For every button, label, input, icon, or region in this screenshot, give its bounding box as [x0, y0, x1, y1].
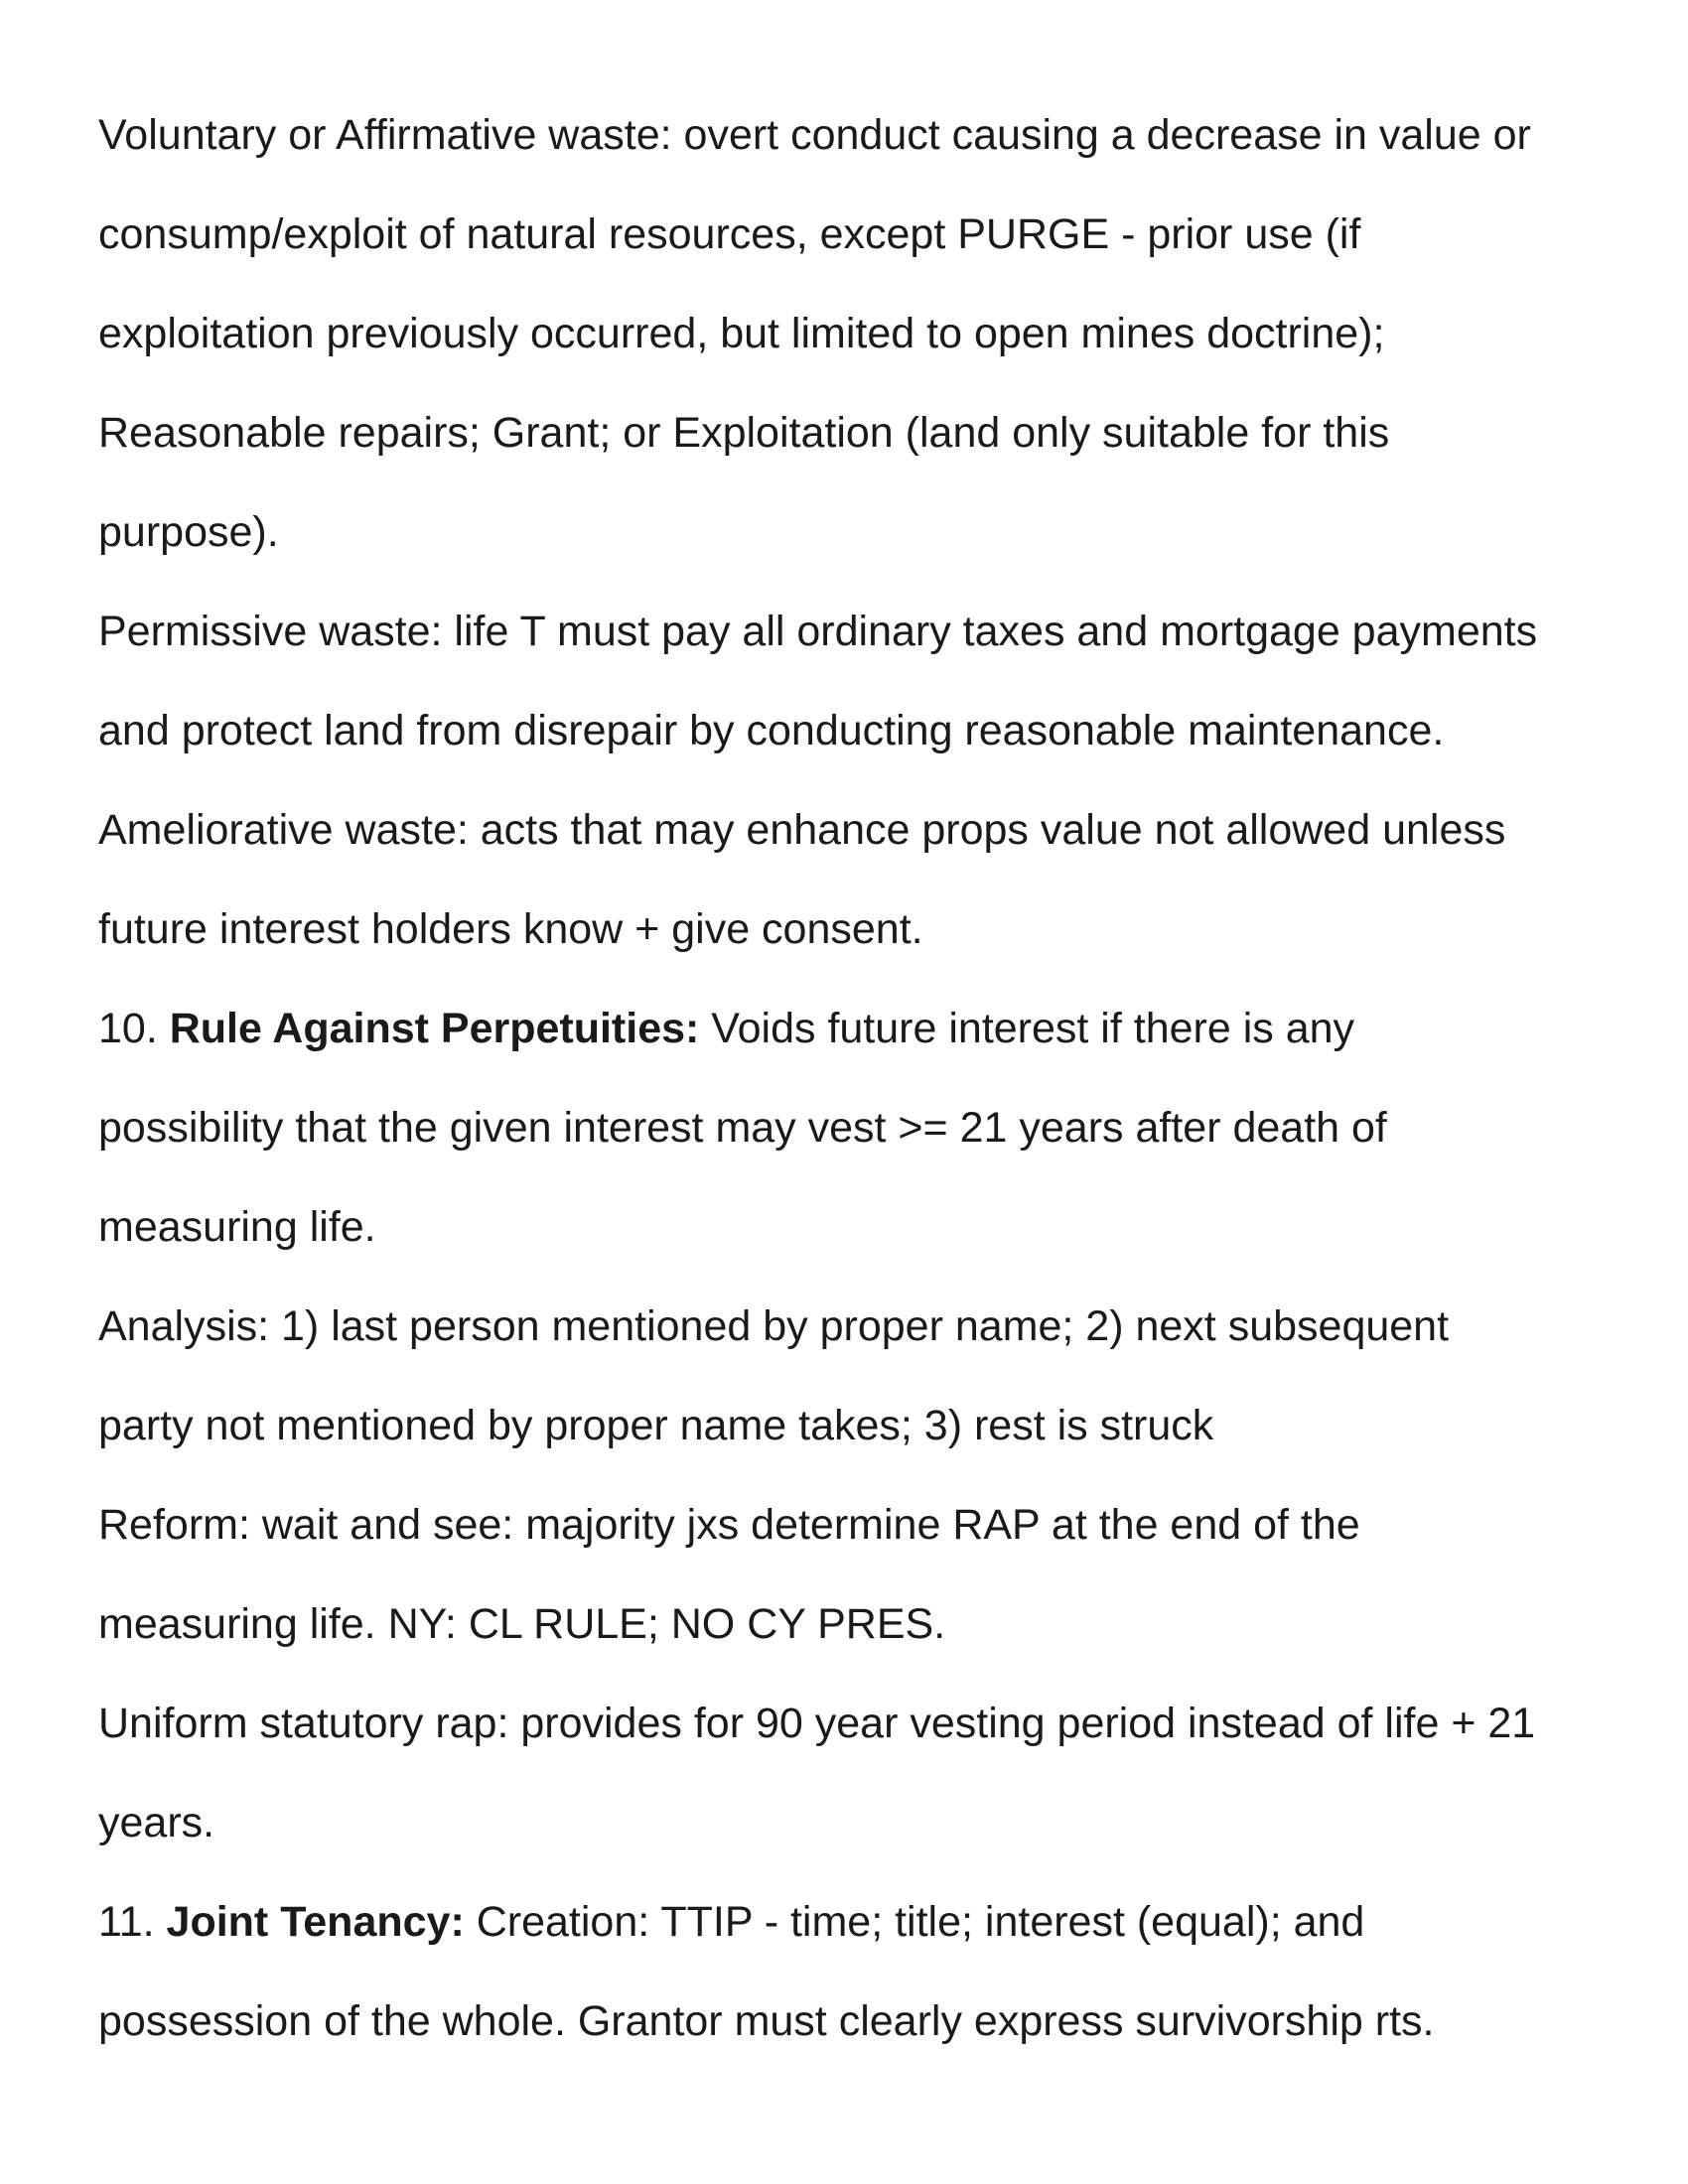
paragraph [98, 1475, 1550, 1674]
text-run: Ameliorative waste: acts that may enhance props value not allowed unless future interest holders know + give consent. [98, 806, 1506, 953]
text-run: Permissive waste: life T must pay all ordinary taxes and mortgage payments and protect land from disrepair by conducting reasonable maintenance. [98, 608, 1538, 754]
text-run: Voids future interest if there is any possibility that the given interest may vest >= 21 years after death of measuring life. [98, 1005, 1387, 1251]
bold-text-run: Joint Tenancy: [166, 1898, 465, 1946]
text-run: 10. [98, 1005, 170, 1052]
paragraph [98, 582, 1550, 780]
paragraph [98, 780, 1550, 979]
bold-text-run: Rule Against Perpetuities: [169, 1005, 700, 1052]
text-run: Uniform statutory rap: provides for 90 year vesting period instead of life + 21 years. [98, 1700, 1536, 1846]
text-run: Reform: wait and see: majority jxs determine RAP at the end of the measuring life. NY: CL RULE; NO CY PRES. [98, 1501, 1360, 1648]
paragraph [98, 1674, 1550, 1872]
paragraph [98, 1872, 1550, 2071]
text-run: Voluntary or Affirmative waste: overt conduct causing a decrease in value or consump/exploit of natural resources, except PURGE - prior use (if exploitation previously occurred, but limited to open mines doctrine); Reasonable repairs; Grant; or Exploitation (land only suitable for this purpose). [98, 111, 1531, 556]
paragraph [98, 979, 1550, 1277]
text-run: Analysis: 1) last person mentioned by proper name; 2) next subsequent party not mentioned by proper name takes; 3) rest is struck [98, 1302, 1450, 1449]
text-run: 11. [98, 1898, 167, 1946]
paragraph [98, 1277, 1550, 1475]
text-run: Creation: TTIP - time; title; interest (equal); and possession of the whole. Grantor must clearly express survivorship rts. [98, 1898, 1435, 2045]
document-body [98, 85, 1550, 2071]
paragraph [98, 85, 1550, 582]
